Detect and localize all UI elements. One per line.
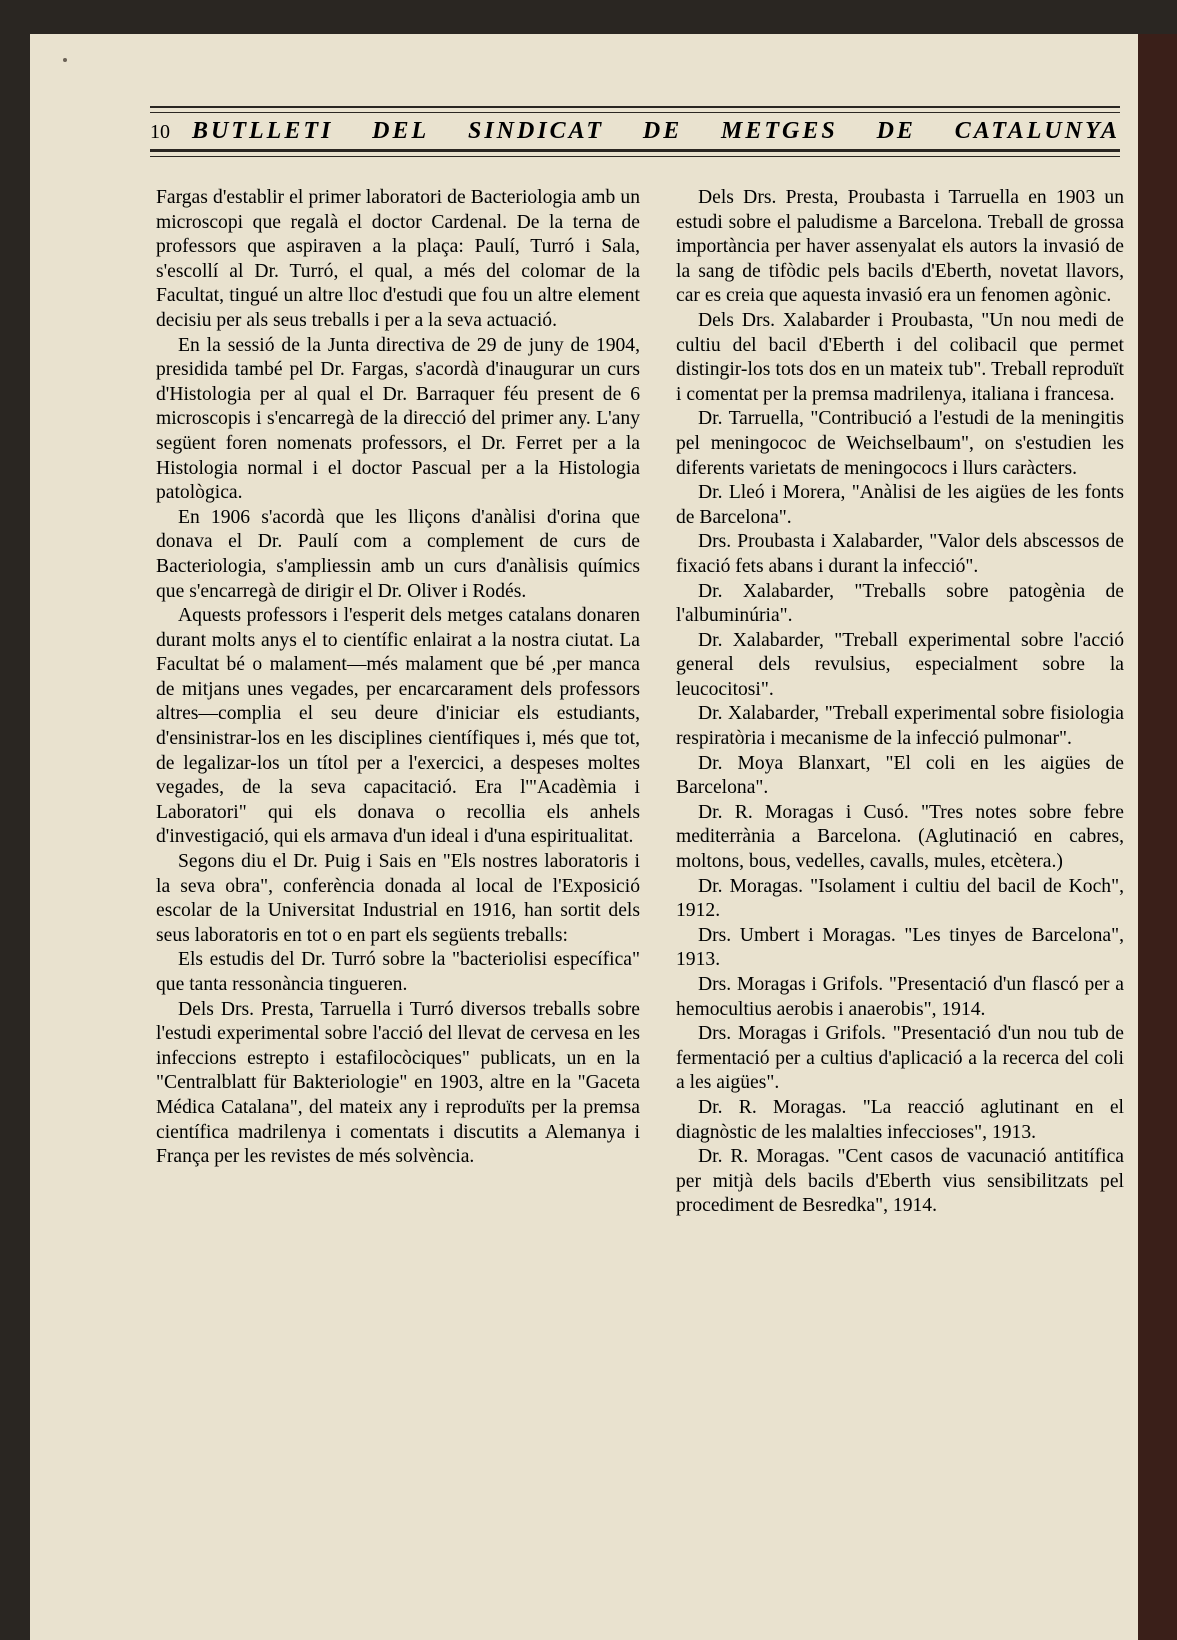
paragraph: Dels Drs. Presta, Tarruella i Turró diversos treballs sobre l'estudi experimental sobre l'acció del llevat de cervesa en les infeccions estrepto i estafilocòciques" publicats, un en la "Centralblatt für Bakteriologie" en 1903, altre en la "Gaceta Médica Catalana", del mateix any i reproduïts per la premsa científica madrilenya i comentats i discutits a Alemanya i França per les revistes de més solvència. (156, 998, 640, 1168)
title-word: DE (876, 118, 916, 144)
paragraph: Dr. Xalabarder, "Treball experimental sobre fisiologia respiratòria i mecanisme de la infecció pulmonar". (676, 703, 1124, 750)
paragraph: En 1906 s'acordà que les lliçons d'anàlisi d'orina que donava el Dr. Paulí com a complement de curs de Bacteriologia, s'ampliessin amb un curs d'anàlisis químics que s'encarregà de dirigir el Dr. Oliver i Rodés. (156, 506, 640, 602)
header-rule-top (150, 106, 1120, 108)
left-column (156, 186, 640, 1170)
paragraph: Dr. R. Moragas. "La reacció aglutinant en el diagnòstic de les malalties infeccioses", 1913. (676, 1096, 1124, 1143)
paragraph: Dels Drs. Xalabarder i Proubasta, "Un nou medi de cultiu del bacil d'Eberth i del colibacil que permet distingir-los tots dos en un mateix tub". Treball reproduït i comentat per la premsa madrilenya, italiana i francesa. (676, 309, 1124, 405)
paragraph: Drs. Umbert i Moragas. "Les tinyes de Barcelona", 1913. (676, 924, 1124, 971)
header-rule-top-thin (150, 112, 1120, 113)
page-edge-shadow (1138, 34, 1177, 1640)
paragraph: Dr. Moragas. "Isolament i cultiu del bacil de Koch", 1912. (676, 875, 1124, 922)
title-word: CATALUNYA (954, 118, 1120, 144)
right-column (676, 186, 1124, 1219)
paragraph: Dr. Xalabarder, "Treball experimental sobre l'acció general dels revulsius, especialment sobre la leucocitosi". (676, 629, 1124, 700)
title-word: DE (642, 118, 683, 144)
title-word: DEL (372, 118, 430, 144)
running-header (150, 106, 1120, 162)
title-word: SINDICAT (467, 118, 605, 144)
paragraph: Drs. Moragas i Grifols. "Presentació d'un flascó per a hemocultius aerobis i anaerobis", 1914. (676, 974, 1124, 1020)
paragraph: Dels Drs. Presta, Proubasta i Tarruella en 1903 un estudi sobre el paludisme a Barcelona. Treball de grossa importància per haver assenyalat els autors la invasió de la sang de tifòdic pels bacils d'Eberth, novetat llavors, car es creia que aquesta invasió era un fenomen agònic. (676, 187, 1124, 307)
title-word: METGES (721, 118, 838, 144)
title-word: BUTLLETI (192, 118, 334, 144)
page-number: 10 (150, 121, 170, 143)
paragraph: Drs. Proubasta i Xalabarder, "Valor dels abscessos de fixació fets abans i durant la infecció". (676, 531, 1124, 577)
paragraph: Segons diu el Dr. Puig i Sais en "Els nostres laboratoris i la seva obra", conferència donada al local de l'Exposició escolar de la Universitat Industrial en 1916, han sortit dels seus laboratoris en tot o en part els següents treballs: (156, 851, 640, 946)
paragraph: Dr. R. Moragas i Cusó. "Tres notes sobre febre mediterrània a Barcelona. (Aglutinació en cabres, moltons, bous, vedelles, cavalls, mules, etcètera.) (676, 801, 1124, 873)
paragraph: Drs. Moragas i Grifols. "Presentació d'un nou tub de fermentació per a cultius d'aplicació a la recerca del coli a les aigües". (676, 1023, 1124, 1094)
paragraph: En la sessió de la Junta directiva de 29 de juny de 1904, presidida també pel Dr. Fargas, s'acordà d'inaugurar un curs d'Histologia per al qual el Dr. Barraquer féu present de 6 microscopis i s'encarregà de la direcció del primer any. L'any següent foren nomenats professors, el Dr. Ferret per a la Histologia normal i el doctor Pascual per a la Histologia patològica. (156, 334, 640, 504)
journal-title (192, 118, 1120, 145)
paragraph: Dr. Moya Blanxart, "El coli en les aigües de Barcelona". (676, 752, 1124, 799)
paragraph: Dr. Lleó i Morera, "Anàlisi de les aigües de les fonts de Barcelona". (676, 482, 1124, 528)
paragraph: Dr. R. Moragas. "Cent casos de vacunació antitífica per mitjà dels bacils d'Eberth vius sensibilitzats pel procediment de Besredka", 1914. (676, 1146, 1124, 1217)
paragraph: Aquests professors i l'esperit dels metges catalans donaren durant molts anys el to científic enlairat a la nostra ciutat. La Facultat bé o malament—més malament que bé ,per manca de mitjans unes vegades, per encarcarament dels professors altres—complia el seu deure d'iniciar els estudiants, d'ensinistrar-los en les disciplines científiques i, més que tot, de legalizar-los un títol per a l'exercici, a despeses moltes vegades, de la seva capacitació. Era l'"Acadèmia i Laboratori" qui els donava o recollia els anhels d'investigació, qui els armava d'un ideal i d'una espiritualitat. (156, 605, 640, 848)
header-rule-bottom-thin (150, 156, 1120, 157)
paragraph: Els estudis del Dr. Turró sobre la "bacteriolisi específica" que tanta ressonància tingueren. (156, 949, 640, 995)
paragraph: Dr. Tarruella, "Contribució a l'estudi de la meningitis pel meningococ de Weichselbaum", on s'estudien les diferents varietats de meningococs i llurs caràcters. (676, 408, 1124, 479)
paragraph: Fargas d'establir el primer laboratori de Bacteriologia amb un microscopi que regalà el doctor Cardenal. De la terna de professors que aspiraven a la plaça: Paulí, Turró i Sala, s'escollí al Dr. Turró, el qual, a més del colomar de la Facultat, tingué un altre lloc d'estudi que fou un altre element decisiu per als seus treballs i per a la seva actuació. (156, 187, 640, 331)
scan-speck (63, 58, 67, 62)
paragraph: Dr. Xalabarder, "Treballs sobre patogènia de l'albuminúria". (676, 580, 1124, 627)
header-rule-bottom (150, 149, 1120, 152)
